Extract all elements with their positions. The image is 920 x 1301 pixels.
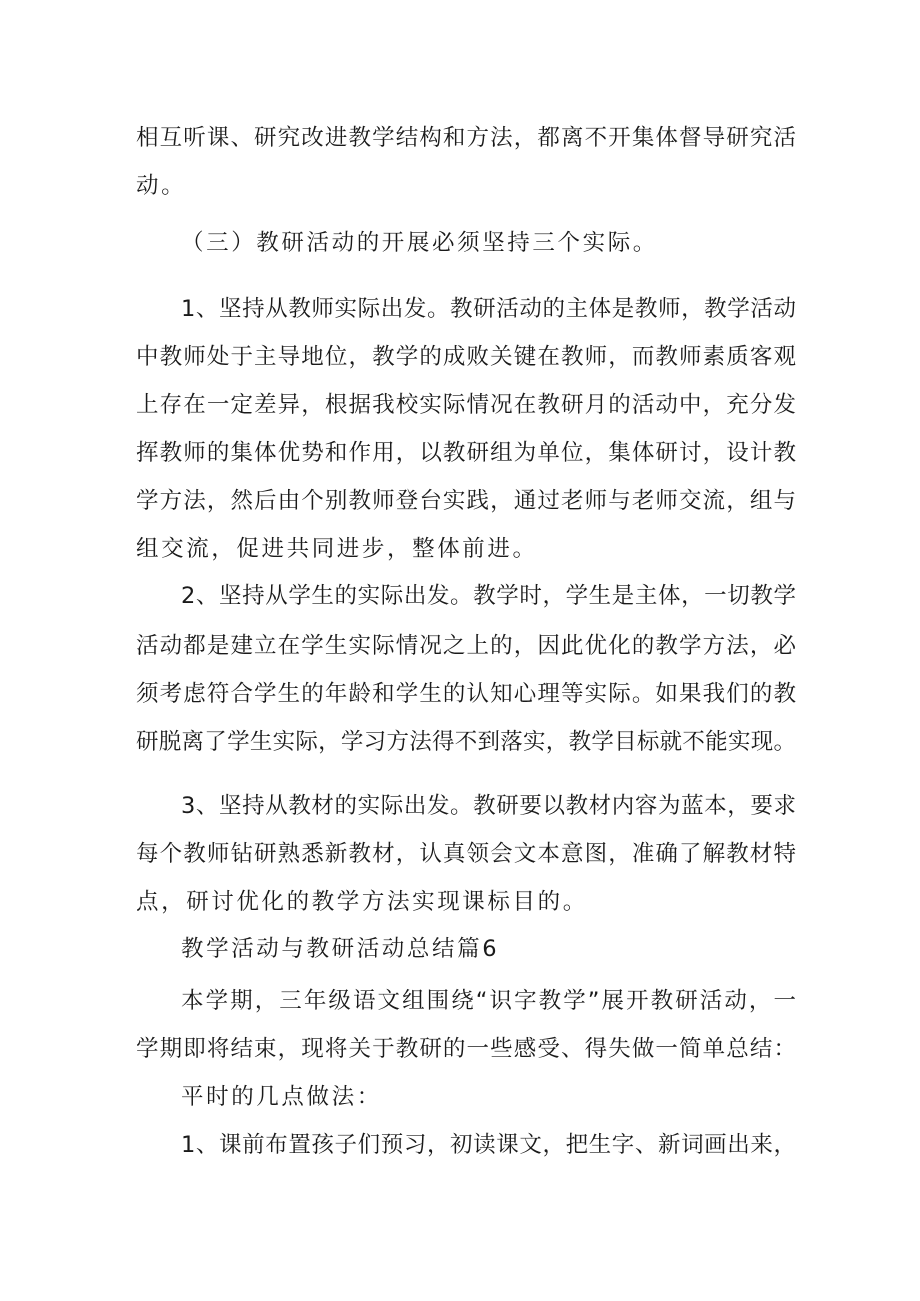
- text-line: 点，研讨优化的教学方法实现课标目的。: [136, 889, 588, 915]
- text-line: 动。: [136, 173, 187, 199]
- text-line: 每个教师钻研熟悉新教材，认真领会文本意图，准确了解教材特: [136, 841, 796, 867]
- text-line: 本学期，三年级语文组围绕“识字教学”展开教研活动，一: [181, 988, 796, 1014]
- text-line: 上存在一定差异，根据我校实际情况在教研月的活动中，充分发: [136, 392, 796, 418]
- text-line: 学方法，然后由个别教师登台实践，通过老师与老师交流，组与: [136, 488, 796, 514]
- text-line: 组交流，促进共同进步，整体前进。: [136, 536, 538, 562]
- text-line: 研脱离了学生实际，学习方法得不到落实，教学目标就不能实现。: [136, 729, 796, 755]
- text-line: 1、坚持从教师实际出发。教研活动的主体是教师，教学活动: [181, 296, 796, 322]
- text-line: 1、课前布置孩子们预习，初读课文，把生字、新词画出来，: [181, 1132, 796, 1158]
- text-line: 中教师处于主导地位，教学的成败关键在教师，而教师素质客观: [136, 344, 796, 370]
- text-line: 2、坚持从学生的实际出发。教学时，学生是主体，一切教学: [181, 583, 796, 609]
- text-line: 学期即将结束，现将关于教研的一些感受、得失做一简单总结：: [136, 1036, 796, 1062]
- text-line: 3、坚持从教材的实际出发。教研要以教材内容为蓝本，要求: [181, 793, 796, 819]
- text-line: 须考虑符合学生的年龄和学生的认知心理等实际。如果我们的教: [136, 681, 796, 707]
- text-line: 挥教师的集体优势和作用，以教研组为单位，集体研讨，设计教: [136, 440, 796, 466]
- text-line: 活动都是建立在学生实际情况之上的，因此优化的教学方法，必: [136, 633, 796, 659]
- section-heading: （三）教研活动的开展必须坚持三个实际。: [181, 230, 658, 256]
- article-subheading: 教学活动与教研活动总结篇6: [181, 936, 500, 962]
- text-line: 相互听课、研究改进教学结构和方法，都离不开集体督导研究活: [136, 125, 796, 151]
- text-line: 平时的几点做法：: [181, 1084, 382, 1110]
